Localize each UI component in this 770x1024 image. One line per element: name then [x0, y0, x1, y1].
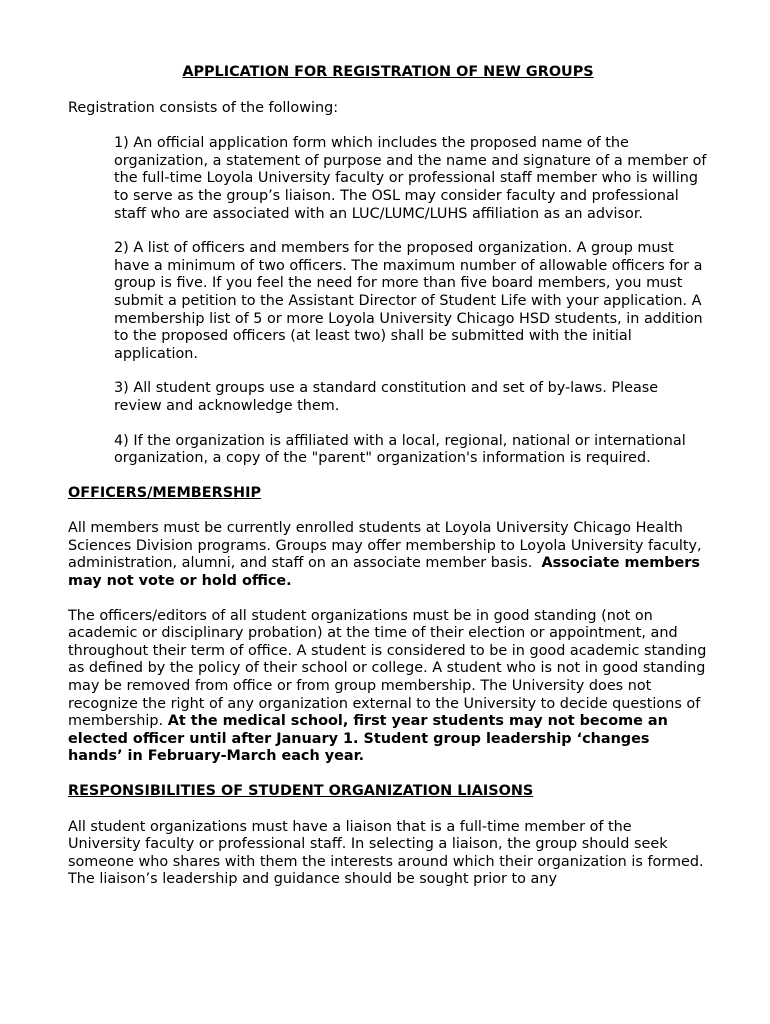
officers-paragraph-2-bold: At the medical school, first year students may not become an elected officer until after January 1. Student group leadership ‘changes hands’ in February-March each year. [68, 713, 668, 765]
list-item-3: 3) All student groups use a standard constitution and set of by-laws. Please review and acknowledge them. [114, 380, 659, 414]
officers-paragraph-1-text: All members must be currently enrolled students at Loyola University Chicago Health Sciences Division programs. Groups may offer membership to Loyola University faculty, administration, alumni, and staff on an associate member basis. [68, 520, 702, 572]
officers-paragraph-2 [68, 608, 708, 766]
document-title: APPLICATION FOR REGISTRATION OF NEW GROUPS [182, 64, 594, 80]
officers-paragraph-1 [68, 520, 708, 590]
document-page [68, 64, 708, 906]
officers-membership-heading: OFFICERS/MEMBERSHIP [68, 484, 262, 501]
officers-paragraph-2-text: The officers/editors of all student organizations must be in good standing (not on academic or disciplinary probation) at the time of their election or appointment, and throughout their term of office. A student is considered to be in good academic standing as defined by the policy of their school or college. A student who is not in good standing may be removed from office or from group membership. The University does not recognize the right of any organization external to the University to decide questions of membership. [68, 607, 707, 730]
list-item-2: 2) A list of officers and members for the proposed organization. A group must have a minimum of two officers. The maximum number of allowable officers for a group is five. If you feel the need for more than five board members, you must submit a petition to the Assistant Director of Student Life with your application. A membership list of 5 or more Loyola University Chicago HSD students, in addition to the proposed officers (at least two) shall be submitted with the initial application. [114, 240, 703, 362]
officers-paragraph-1-bold: Associate members may not vote or hold office. [68, 555, 700, 590]
intro-text: Registration consists of the following: [68, 99, 339, 116]
list-item-4: 4) If the organization is affiliated with a local, regional, national or international organization, a copy of the "parent" organization's information is required. [114, 432, 686, 467]
liaisons-paragraph-1: All student organizations must have a liaison that is a full-time member of the University faculty or professional staff. In selecting a liaison, the group should seek someone who shares with them the interests around which their organization is formed. The liaison’s leadership and guidance should be sought prior to any [68, 818, 704, 888]
liaisons-heading: RESPONSIBILITIES OF STUDENT ORGANIZATION LIAISONS [68, 783, 534, 799]
list-item-1: 1) An official application form which includes the proposed name of the organization, a statement of purpose and the name and signature of a member of the full-time Loyola University faculty or professional staff member who is willing to serve as the group’s liaison. The OSL may consider faculty and professional staff who are associated with an LUC/LUMC/LUHS affiliation as an advisor. [114, 135, 707, 222]
